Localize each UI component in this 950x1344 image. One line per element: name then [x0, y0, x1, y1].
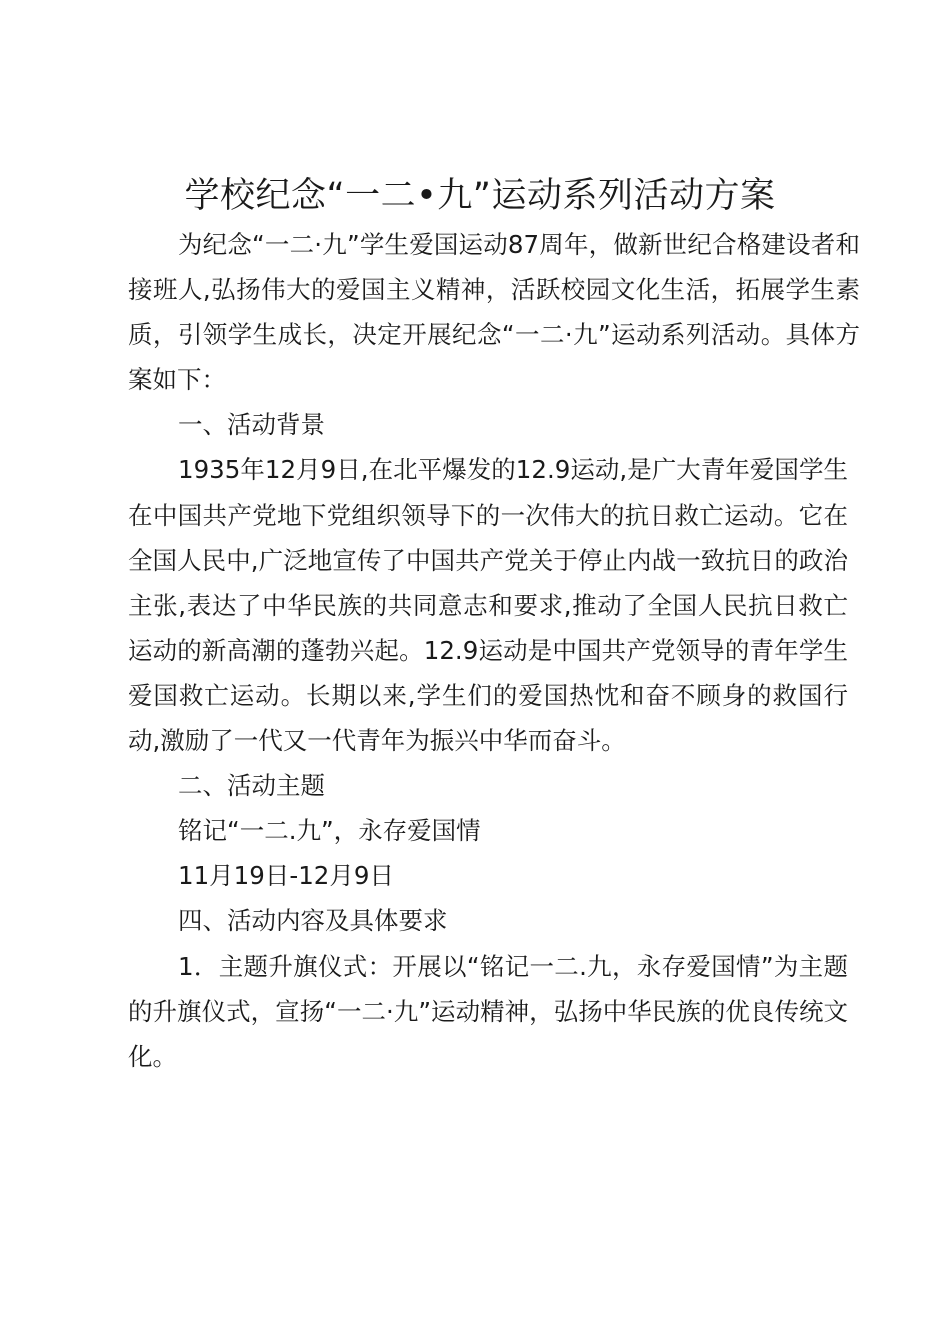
- section-heading-background: 一、活动背景: [178, 410, 325, 440]
- document-body: [128, 222, 860, 1079]
- theme-text: 铭记“一二.九”，永存爱国情: [178, 816, 481, 846]
- section-heading-content: 四、活动内容及具体要求: [178, 906, 448, 936]
- document-title: 学校纪念“一二•九”运动系列活动方案: [184, 176, 776, 216]
- section-heading-theme: 二、活动主题: [178, 771, 325, 801]
- intro-paragraph: 为纪念“一二·九”学生爱国运动87周年，做新世纪合格建设者和接班人,弘扬伟大的爱国主义精神，活跃校园文化生活，拓展学生素质，引领学生成长，决定开展纪念“一二·九”运动系列活动。具体方案如下：: [128, 230, 860, 395]
- content-item-1: 1．主题升旗仪式：开展以“铭记一二.九，永存爱国情”为主题的升旗仪式，宣扬“一二·九”运动精神，弘扬中华民族的优良传统文化。: [128, 951, 848, 1071]
- date-range: 11月19日-12月9日: [178, 861, 394, 891]
- background-paragraph: 1935年12月9日,在北平爆发的12.9运动,是广大青年爱国学生在中国共产党地下党组织领导下的一次伟大的抗日救亡运动。它在全国人民中,广泛地宣传了中国共产党关于停止内战一致抗日的政治主张,表达了中华民族的共同意志和要求,推动了全国人民抗日救亡运动的新高潮的蓬勃兴起。12.9运动是中国共产党领导的青年学生爱国救亡运动。长期以来,学生们的爱国热忱和奋不顾身的救国行动,激励了一代又一代青年为振兴中华而奋斗。: [128, 455, 848, 756]
